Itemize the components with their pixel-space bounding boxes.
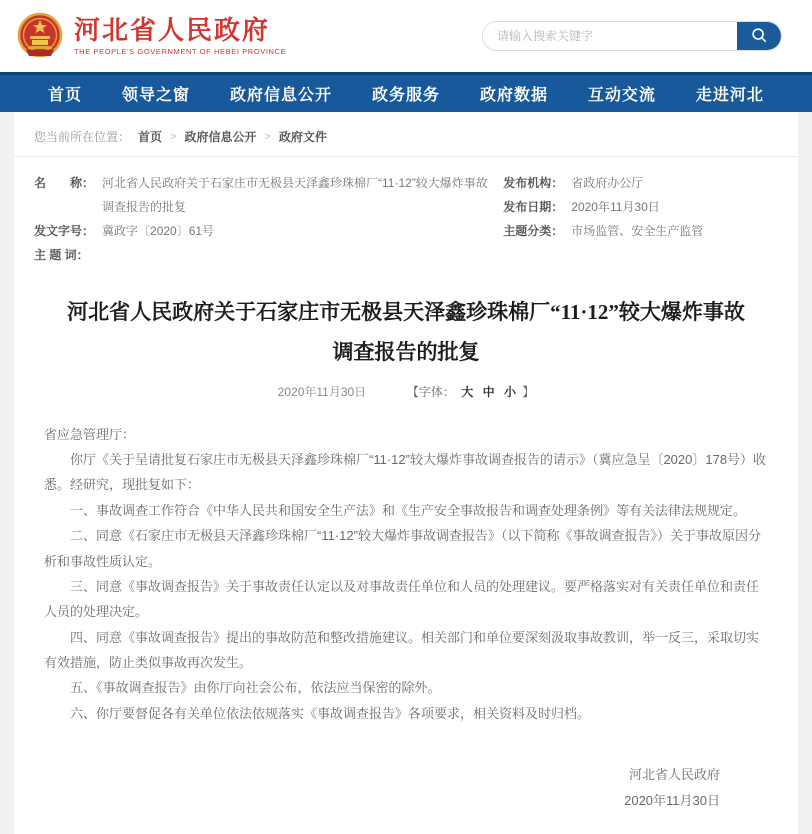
document-meta [14,157,798,271]
search-button[interactable] [737,21,781,51]
nav-item-services[interactable]: 政务服务 [371,87,440,104]
meta-label: 发布机构： [503,176,564,190]
meta-row-topic-category [503,219,778,243]
site-subtitle: THE PEOPLE'S GOVERNMENT OF HEBEI PROVINCE [74,47,287,57]
signature-block [14,762,798,814]
meta-row-name [34,171,495,219]
article-dateline [14,383,798,400]
site-header [0,0,812,72]
fontsize-label-suffix: 】 [522,384,535,399]
meta-row-issuing-agency [503,171,778,195]
breadcrumb [14,112,798,157]
meta-value: 省政府办公厅 [571,176,644,190]
nav-item-home[interactable]: 首页 [48,87,83,104]
site-title: 河北省人民政府 [74,14,271,45]
paragraph: 二、同意《石家庄市无极县天泽鑫珍珠棉厂“11·12”较大爆炸事故调查报告》（以下简称《事故调查报告》）关于事故原因分析和事故性质认定。 [44,528,761,569]
signature-name: 河北省人民政府 [628,766,720,782]
meta-right-column [495,171,778,267]
article-date: 2020年11月30日 [277,384,367,399]
breadcrumb-separator: > [170,130,177,143]
breadcrumb-info-disclosure[interactable]: 政府信息公开 [184,130,257,144]
nav-item-info-disclosure[interactable]: 政府信息公开 [229,87,332,104]
breadcrumb-separator: > [264,130,271,143]
article-body [44,422,768,726]
breadcrumb-prefix: 您当前所在位置： [34,130,131,144]
paragraph: 六、你厅要督促各有关单位依法依规落实《事故调查报告》各项要求，相关资料及时归档。 [70,705,591,721]
nav-item-leaders[interactable]: 领导之窗 [121,87,190,104]
search-input[interactable] [483,29,737,43]
fontsize-medium-button[interactable]: 中 [482,384,495,399]
breadcrumb-home[interactable]: 首页 [138,130,163,144]
meta-row-keywords [34,243,495,267]
breadcrumb-gov-documents[interactable]: 政府文件 [278,130,327,144]
paragraph: 四、同意《事故调查报告》提出的事故防范和整改措施建议。相关部门和单位要深刻汲取事故教训，举一反三，采取切实有效措施，防止类似事故再次发生。 [44,629,760,670]
meta-label: 发文字号： [34,224,95,238]
nav-item-interaction[interactable]: 互动交流 [587,87,656,104]
main-nav [0,72,812,112]
meta-left-column [34,171,495,267]
signature-date: 2020年11月30日 [624,792,720,808]
meta-label: 主 题 词： [34,248,89,262]
salutation: 省应急管理厅： [44,426,136,442]
meta-row-doc-number [34,219,495,243]
fontsize-label: 【字体： [406,384,455,399]
meta-label: 主题分类： [503,224,564,238]
meta-value: 市场监管、安全生产监管 [571,224,704,238]
brand-text [74,16,286,57]
paragraph: 一、事故调查工作符合《中华人民共和国安全生产法》和《生产安全事故报告和调查处理条例》等有关法律法规规定。 [70,502,747,518]
search-icon [750,26,768,47]
fontsize-small-button[interactable]: 小 [503,384,516,399]
paragraph: 你厅《关于呈请批复石家庄市无极县天泽鑫珍珠棉厂“11·12”较大爆炸事故调查报告的请示》（冀应急呈〔2020〕178号）收悉。经研究，现批复如下： [44,452,767,493]
paragraph: 五、《事故调查报告》由你厅向社会公布，依法应当保密的除外。 [70,680,441,696]
meta-value: 2020年11月30日 [571,200,660,214]
document-title: 河北省人民政府关于石家庄市无极县天泽鑫珍珠棉厂“11·12”较大爆炸事故调查报告的批复 [67,300,745,364]
nav-item-data[interactable]: 政府数据 [479,87,548,104]
nav-item-about-hebei[interactable]: 走进河北 [695,87,764,104]
national-emblem-icon [16,12,64,60]
fontsize-large-button[interactable]: 大 [461,384,474,399]
paragraph: 三、同意《事故调查报告》关于事故责任认定以及对事故责任单位和人员的处理建议。要严格落实对有关责任单位和责任人员的处理决定。 [44,578,760,620]
meta-label: 发布日期： [503,200,564,214]
search-bar [482,21,782,51]
meta-label: 名 称： [34,176,95,190]
meta-row-publish-date [503,195,778,219]
meta-value: 河北省人民政府关于石家庄市无极县天泽鑫珍珠棉厂“11·12”较大爆炸事故调查报告的批复 [102,176,488,214]
content-card [14,112,798,834]
site-brand [16,12,286,60]
meta-value: 冀政字〔2020〕61号 [102,224,215,238]
